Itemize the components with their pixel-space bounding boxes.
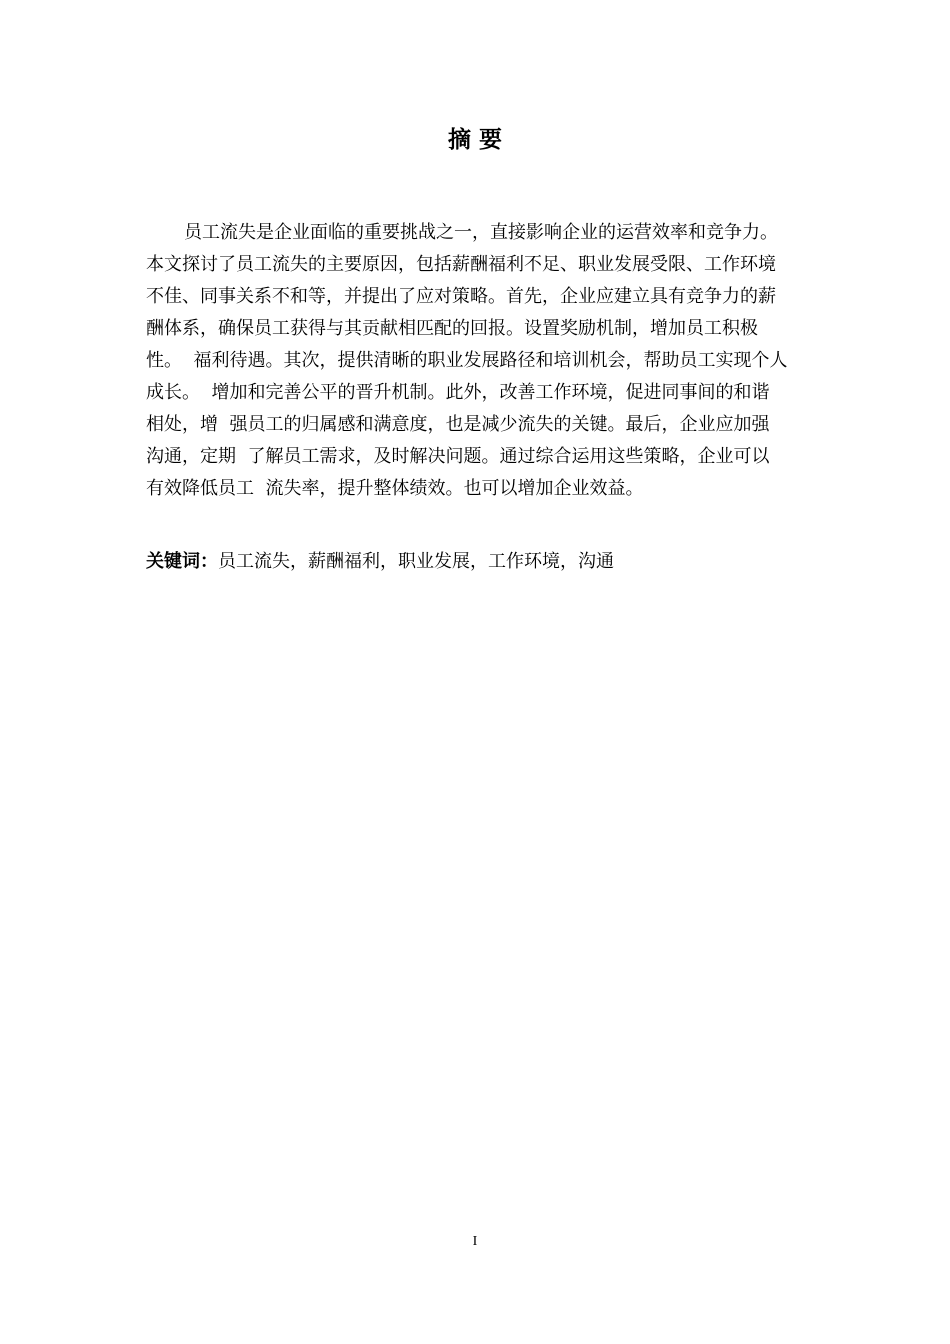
keywords-list: 员工流失，薪酬福利，职业发展，工作环境，沟通 bbox=[218, 551, 614, 572]
abstract-body bbox=[146, 217, 816, 505]
keywords-label: 关键词： bbox=[146, 551, 218, 572]
abstract-line: 员工流失是企业面临的重要挑战之一，直接影响企业的运营效率和竞争力。 bbox=[184, 222, 778, 243]
page-title: 摘 要 bbox=[447, 127, 502, 153]
abstract-line: 相处，增 强员工的归属感和满意度，也是减少流失的关键。最后，企业应加强 bbox=[146, 414, 770, 435]
abstract-line: 本文探讨了员工流失的主要原因，包括薪酬福利不足、职业发展受限、工作环境 bbox=[146, 254, 776, 275]
abstract-line: 成长。 增加和完善公平的晋升机制。此外，改善工作环境，促进同事间的和谐 bbox=[146, 382, 770, 403]
keywords-line bbox=[146, 546, 816, 578]
abstract-line: 性。 福利待遇。其次，提供清晰的职业发展路径和培训机会，帮助员工实现个人 bbox=[146, 350, 788, 371]
abstract-line: 有效降低员工 流失率，提升整体绩效。也可以增加企业效益。 bbox=[146, 478, 644, 499]
abstract-line: 沟通，定期 了解员工需求，及时解决问题。通过综合运用这些策略，企业可以 bbox=[146, 446, 770, 467]
page-number: I bbox=[472, 1234, 478, 1249]
abstract-line: 不佳、同事关系不和等，并提出了应对策略。首先，企业应建立具有竞争力的薪 bbox=[146, 286, 776, 307]
abstract-line: 酬体系，确保员工获得与其贡献相匹配的回报。设置奖励机制，增加员工积极 bbox=[146, 318, 758, 339]
